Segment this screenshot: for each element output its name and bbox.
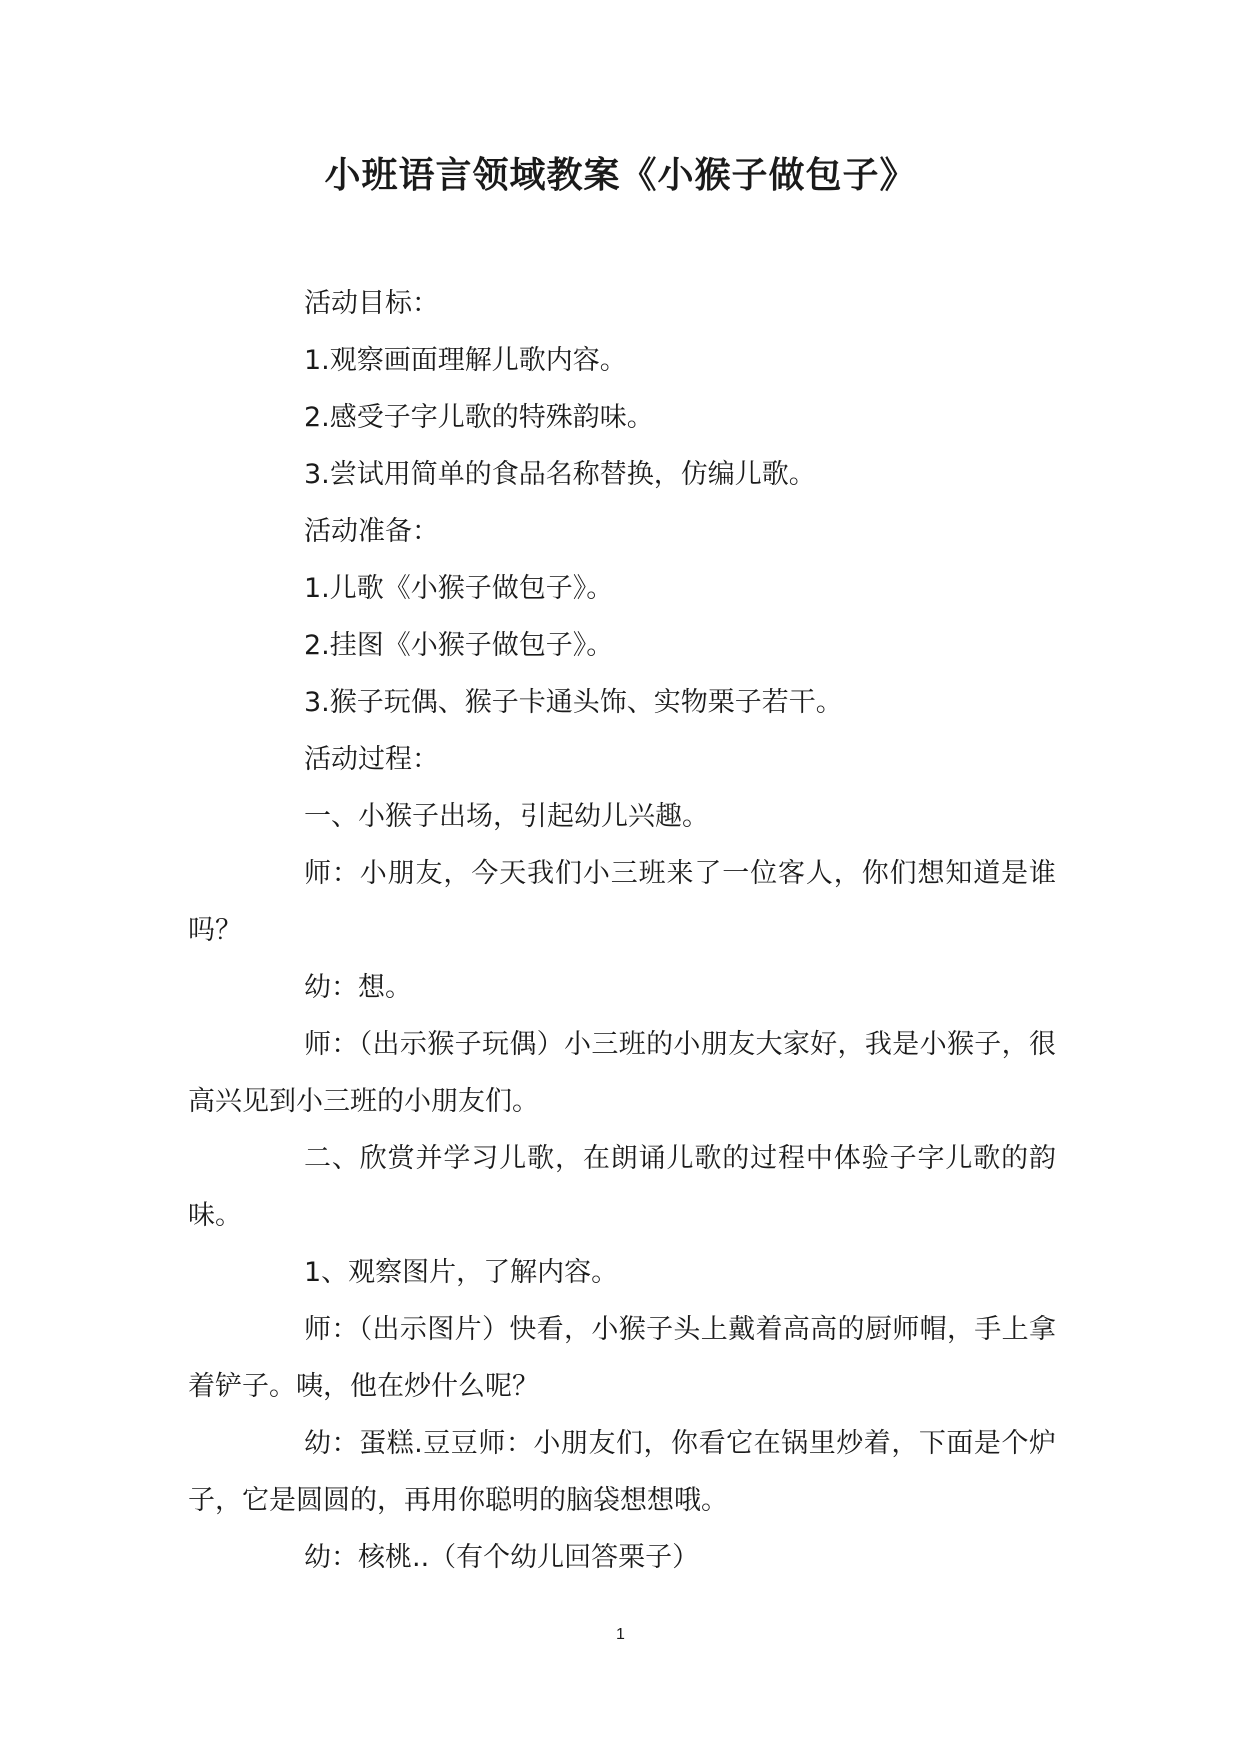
process-step: 二、欣赏并学习儿歌，在朗诵儿歌的过程中体验子字儿歌的韵味。 <box>188 1143 1056 1231</box>
document-body <box>188 275 1056 1586</box>
preparation-item: 1.儿歌《小猴子做包子》。 <box>304 573 614 604</box>
preparation-item: 3.猴子玩偶、猴子卡通头饰、实物栗子若干。 <box>304 687 843 718</box>
page-number: 1 <box>616 1626 625 1643</box>
process-step: 一、小猴子出场，引起幼儿兴趣。 <box>304 801 709 832</box>
preparation-item: 2.挂图《小猴子做包子》。 <box>304 630 614 661</box>
section-heading-process: 活动过程： <box>304 744 439 775</box>
dialogue-paragraph: 幼：核桃..（有个幼儿回答栗子） <box>304 1542 700 1573</box>
goal-item: 1.观察画面理解儿歌内容。 <box>304 345 627 376</box>
process-substep: 1、观察图片，了解内容。 <box>304 1257 619 1288</box>
section-heading-preparation: 活动准备： <box>304 516 439 547</box>
dialogue-paragraph: 师：（出示图片）快看，小猴子头上戴着高高的厨师帽，手上拿着铲子。咦，他在炒什么呢？ <box>188 1314 1056 1402</box>
dialogue-paragraph: 师：小朋友，今天我们小三班来了一位客人，你们想知道是谁吗？ <box>188 858 1056 946</box>
dialogue-paragraph: 师：（出示猴子玩偶）小三班的小朋友大家好，我是小猴子，很高兴见到小三班的小朋友们。 <box>188 1029 1056 1117</box>
goal-item: 2.感受子字儿歌的特殊韵味。 <box>304 402 654 433</box>
section-heading-goals: 活动目标： <box>304 288 439 319</box>
goal-item: 3.尝试用简单的食品名称替换，仿编儿歌。 <box>304 459 816 490</box>
document-title: 小班语言领域教案《小猴子做包子》 <box>324 154 917 196</box>
dialogue-paragraph: 幼：蛋糕.豆豆师：小朋友们，你看它在锅里炒着，下面是个炉子，它是圆圆的，再用你聪明的脑袋想想哦。 <box>188 1428 1056 1516</box>
dialogue-paragraph: 幼：想。 <box>304 972 412 1003</box>
